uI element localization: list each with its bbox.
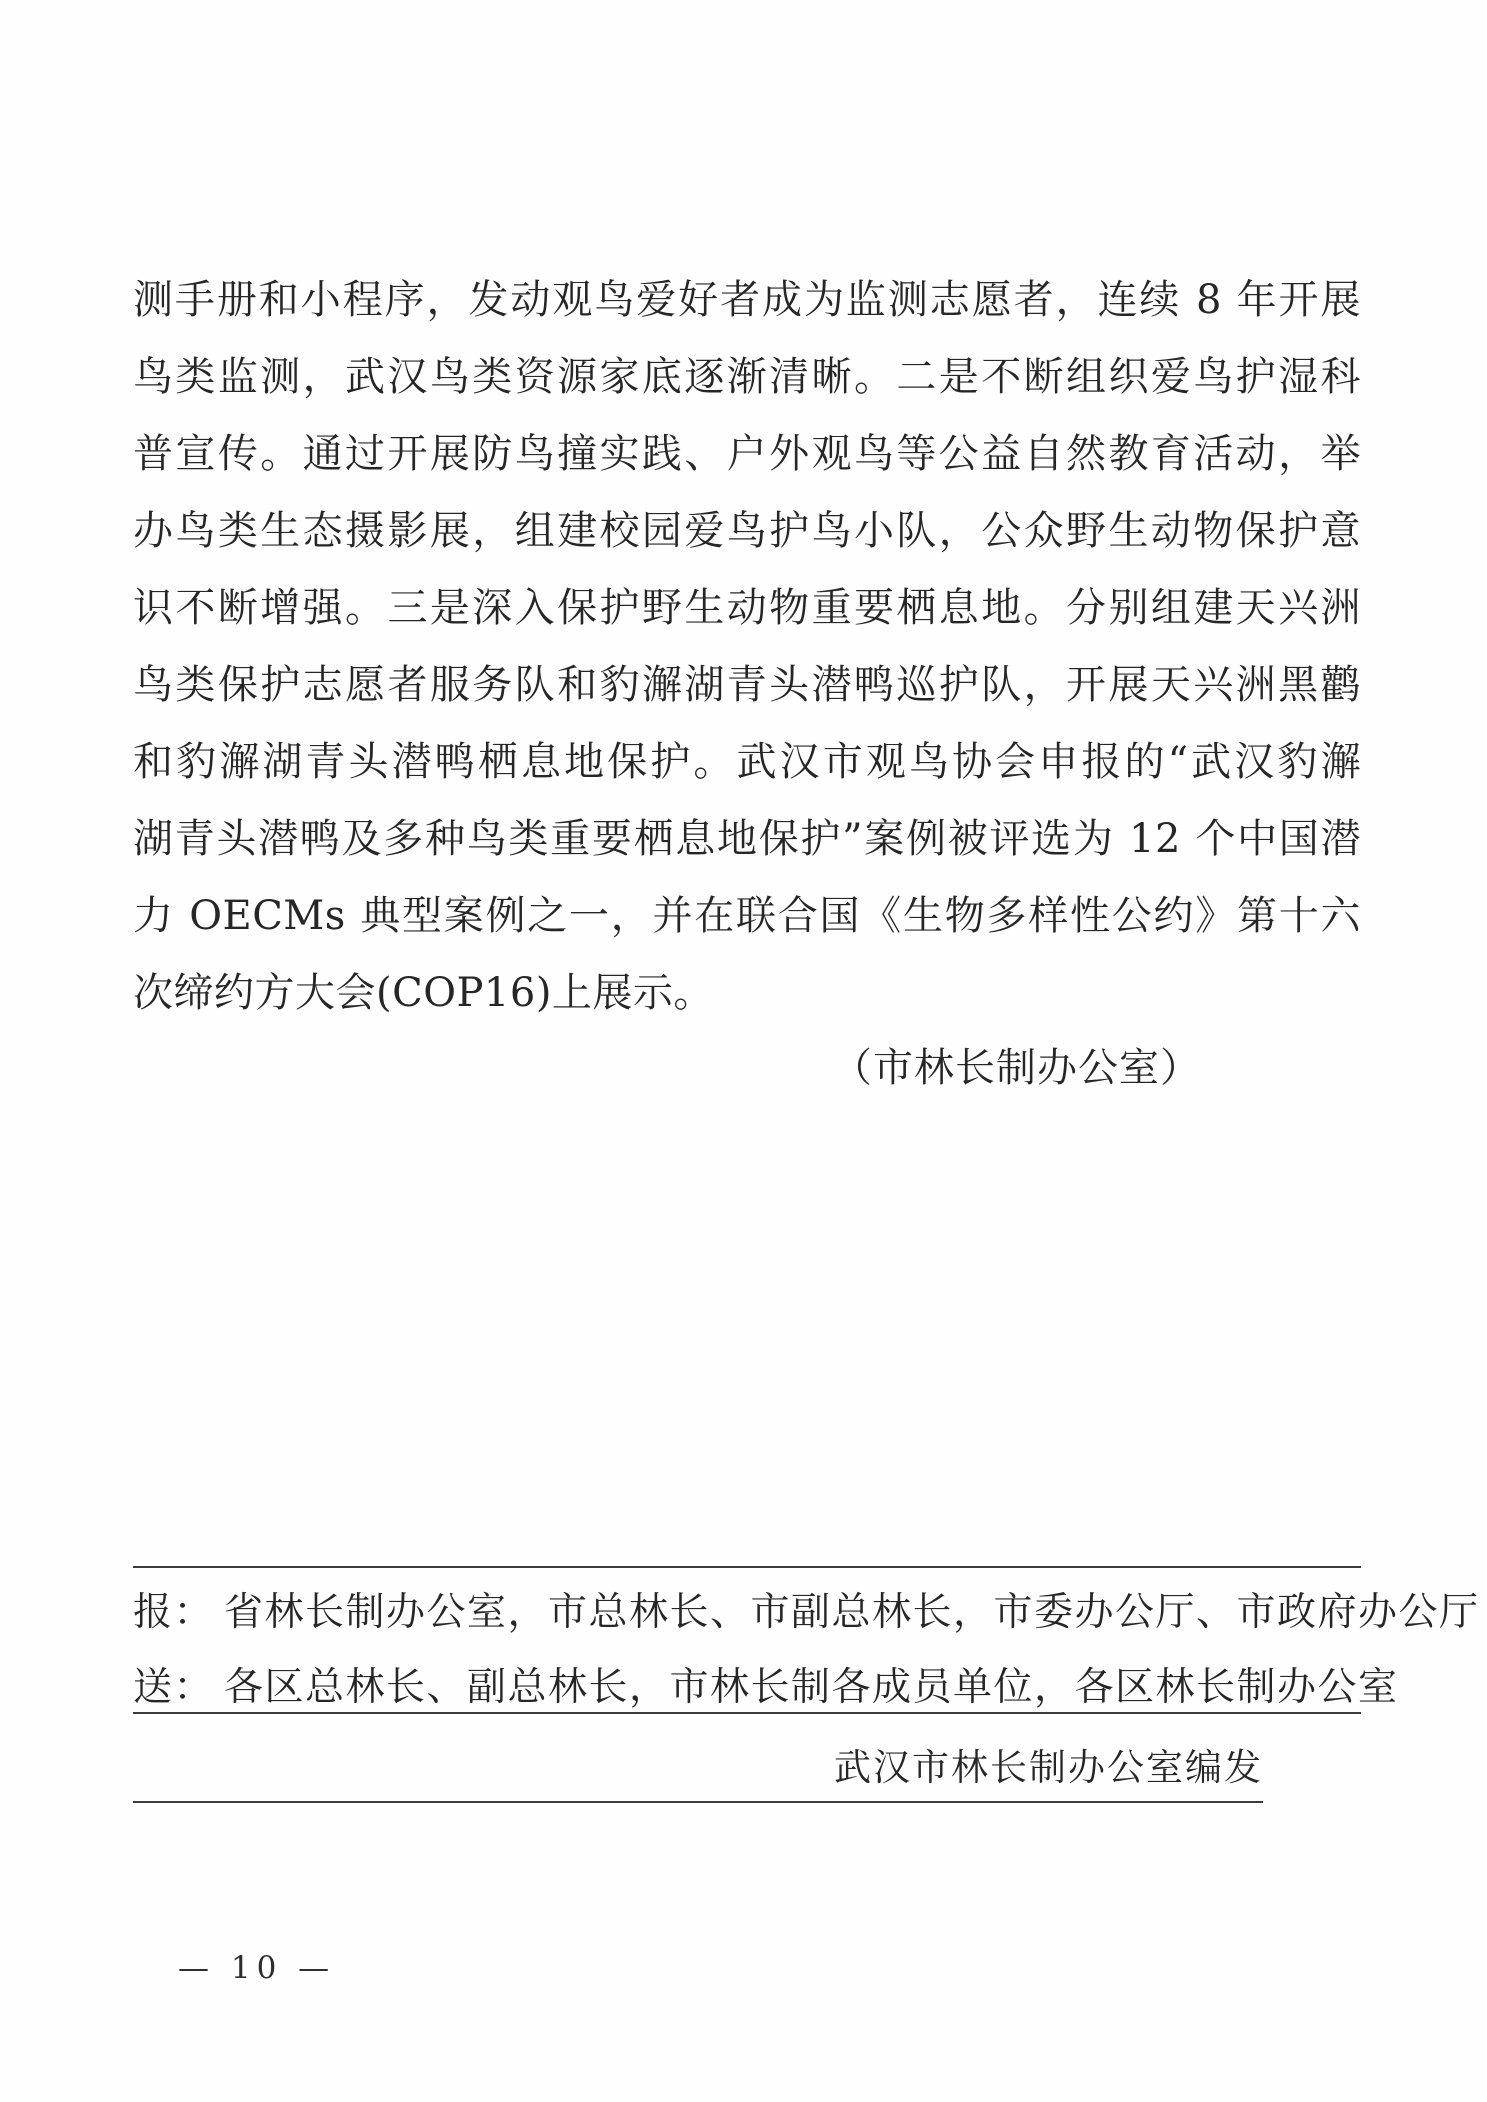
report-recipients: 省林长制办公室，市总林长、市副总林长，市委办公厅、市政府办公厅: [224, 1590, 1480, 1635]
body-line: 办鸟类生态摄影展，组建校园爱鸟护鸟小队，公众野生动物保护意: [133, 508, 1361, 554]
body-line: 湖青头潜鸭及多种鸟类重要栖息地保护”案例被评选为 12 个中国潜: [133, 816, 1361, 862]
body-line: 鸟类保护志愿者服务队和豹澥湖青头潜鸭巡护队，开展天兴洲黑鹳: [133, 662, 1361, 708]
distribution-report-line: [133, 1588, 1480, 1638]
body-line: 力 OECMs 典型案例之一，并在联合国《生物多样性公约》第十六: [133, 893, 1361, 939]
issuer-line: 武汉市林长制办公室编发: [834, 1746, 1263, 1789]
body-line: 识不断增强。三是深入保护野生动物重要栖息地。分别组建天兴洲: [133, 585, 1361, 631]
send-recipients: 各区总林长、副总林长，市林长制各成员单位，各区林长制办公室: [224, 1665, 1399, 1710]
body-line: 次缔约方大会(COP16)上展示。: [133, 970, 714, 1016]
body-line: 鸟类监测，武汉鸟类资源家底逐渐清晰。二是不断组织爱鸟护湿科: [133, 354, 1361, 400]
page-number: — 10 —: [178, 1950, 336, 1986]
distribution-middle-rule: [133, 1712, 1361, 1714]
body-line: 普宣传。通过开展防鸟撞实践、户外观鸟等公益自然教育活动，举: [133, 431, 1361, 477]
body-line: 和豹澥湖青头潜鸭栖息地保护。武汉市观鸟协会申报的“武汉豹澥: [133, 739, 1361, 785]
body-line: 测手册和小程序，发动观鸟爱好者成为监测志愿者，连续 8 年开展: [133, 277, 1361, 323]
report-label: 报：: [133, 1590, 215, 1635]
distribution-send-line: [133, 1663, 1399, 1713]
body-paragraph: [133, 262, 1361, 1032]
send-label: 送：: [133, 1665, 215, 1710]
distribution-bottom-rule: [133, 1801, 1263, 1803]
distribution-top-rule: [133, 1566, 1361, 1568]
attribution-office: （市林长制办公室）: [832, 1045, 1201, 1091]
